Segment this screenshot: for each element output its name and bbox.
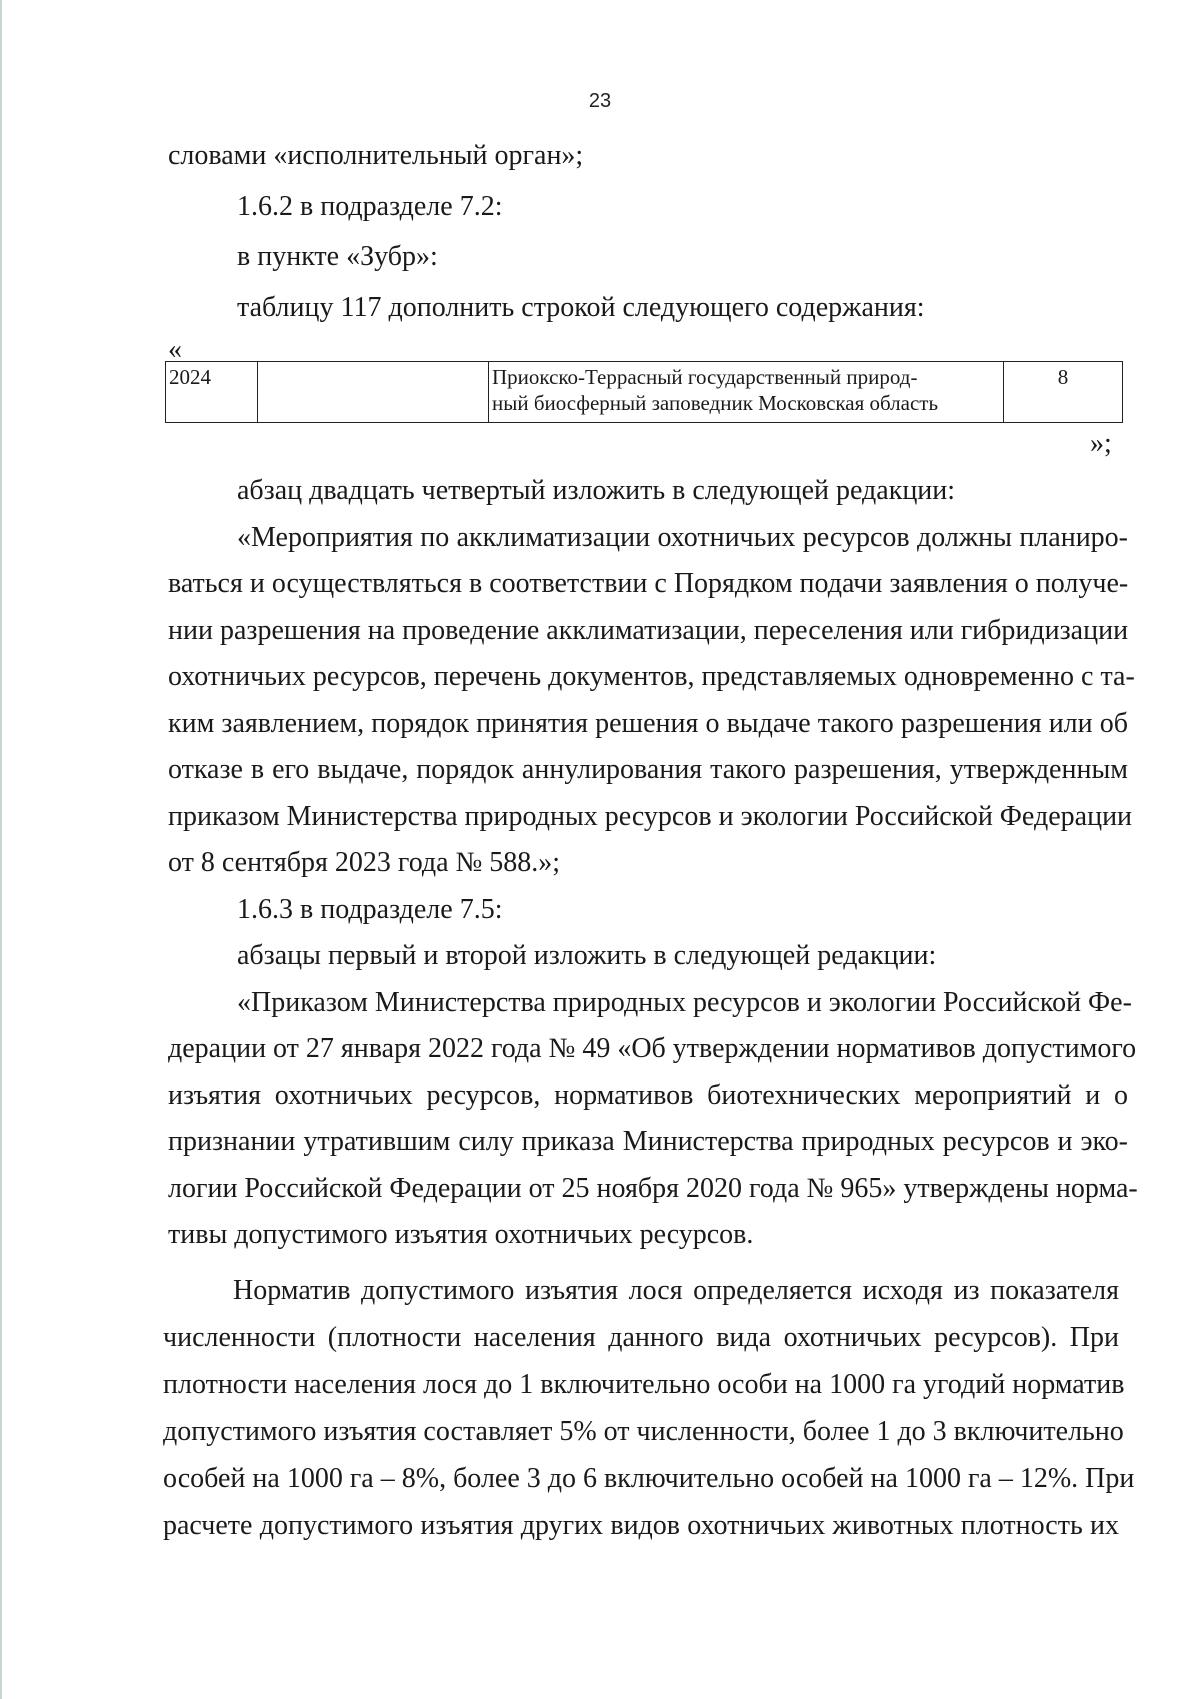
- paragraph-line: изъятия охотничьих ресурсов, нормативов биотехнических мероприятий и о: [168, 1080, 1128, 1111]
- paragraph-line: приказом Министерства природных ресурсов и экологии Российской Федерации: [168, 801, 1133, 832]
- text-line: абзац двадцать четвертый изложить в следующей редакции:: [237, 475, 956, 506]
- paragraph-line: численности (плотности населения данного вида охотничьих ресурсов). При: [163, 1322, 1119, 1353]
- page-number: 23: [588, 90, 612, 112]
- paragraph-line: расчете допустимого изъятия других видов охотничьих животных плотность их: [163, 1510, 1119, 1541]
- paragraph-line: тивы допустимого изъятия охотничьих ресурсов.: [168, 1219, 754, 1250]
- insert-table: [165, 361, 1123, 423]
- paragraph-line: охотничьих ресурсов, перечень документов, представляемых одновременно с та-: [168, 661, 1135, 692]
- paragraph-line: ким заявлением, порядок принятия решения о выдаче такого разрешения или об: [168, 708, 1128, 739]
- paragraph-line: допустимого изъятия составляет 5% от численности, более 1 до 3 включительно: [163, 1416, 1124, 1447]
- page-edge: [0, 0, 2, 1699]
- paragraph-line: от 8 сентября 2023 года № 588.»;: [168, 847, 561, 878]
- close-quote: »;: [1090, 428, 1112, 459]
- text-line: 1.6.2 в подразделе 7.2:: [237, 191, 503, 222]
- paragraph-line: логии Российской Федерации от 25 ноября 2020 года № 965» утверждены норма-: [168, 1173, 1138, 1204]
- text-line: словами «исполнительный орган»;: [168, 140, 584, 171]
- cell-number: 8: [1004, 362, 1123, 423]
- cell-place-line: Приокско-Террасный государственный природ-: [492, 365, 918, 389]
- table-row: [166, 362, 1123, 423]
- paragraph-line: особей на 1000 га – 8%, более 3 до 6 включительно особей на 1000 га – 12%. При: [163, 1463, 1135, 1494]
- cell-place: [489, 362, 1004, 423]
- text-line: таблицу 117 дополнить строкой следующего содержания:: [237, 292, 925, 323]
- paragraph-line: дерации от 27 января 2022 года № 49 «Об утверждении нормативов допустимого: [168, 1033, 1137, 1064]
- paragraph-line: «Мероприятия по акклиматизации охотничьих ресурсов должны планиро-: [237, 522, 1128, 553]
- paragraph-line: ваться и осуществляться в соответствии с Порядком подачи заявления о получе-: [168, 568, 1129, 599]
- text-line: 1.6.3 в подразделе 7.5:: [237, 894, 503, 925]
- paragraph-line: отказе в его выдаче, порядок аннулирования такого разрешения, утвержденным: [168, 754, 1128, 785]
- paragraph-line: «Приказом Министерства природных ресурсов и экологии Российской Фе-: [237, 987, 1132, 1018]
- paragraph-line: нии разрешения на проведение акклиматизации, переселения или гибридизации: [168, 615, 1129, 646]
- paragraph-line: признании утратившим силу приказа Министерства природных ресурсов и эко-: [168, 1126, 1128, 1157]
- cell-year: 2024: [166, 362, 258, 423]
- text-line: в пункте «Зубр»:: [237, 241, 438, 272]
- text-line: абзацы первый и второй изложить в следующей редакции:: [237, 940, 937, 971]
- paragraph-line: Норматив допустимого изъятия лося определяется исходя из показателя: [233, 1275, 1119, 1306]
- cell-empty: [258, 362, 489, 423]
- paragraph-line: плотности населения лося до 1 включительно особи на 1000 га угодий норматив: [163, 1369, 1125, 1400]
- cell-place-line: ный биосферный заповедник Московская область: [492, 391, 939, 415]
- open-quote: «: [168, 334, 182, 365]
